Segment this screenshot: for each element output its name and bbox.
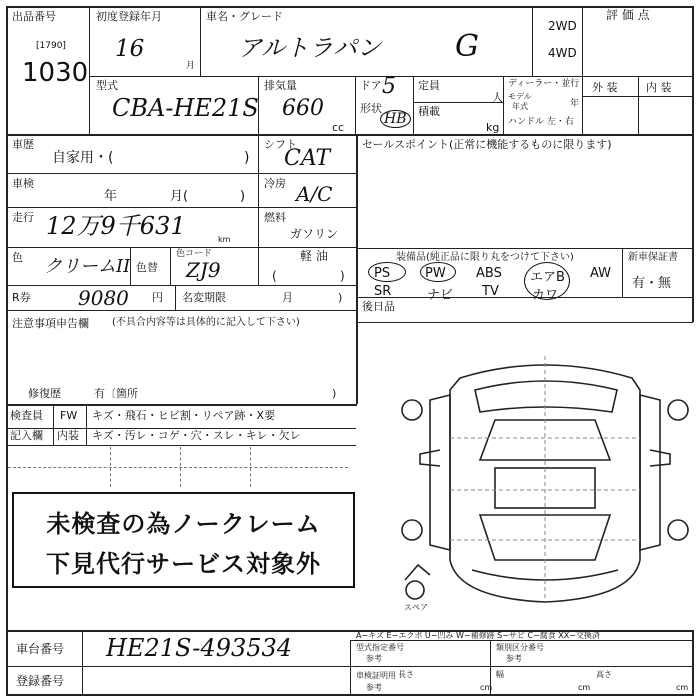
equip-pw[interactable]: PW	[425, 266, 446, 281]
history-close: )	[244, 150, 250, 166]
drive-2wd[interactable]: 2WD	[548, 19, 577, 33]
fuel-paren-close: )	[340, 269, 345, 283]
recycle-label: R券	[12, 291, 31, 304]
stamp-line1: 未検査の為ノークレーム	[46, 510, 321, 538]
lot-label: 出品番号	[12, 10, 56, 23]
inspector-label2: 記入欄	[10, 429, 43, 442]
car-diagram[interactable]	[400, 350, 690, 620]
name-value[interactable]: アルトラパン	[238, 34, 382, 62]
fuel-gas[interactable]: ガソリン	[290, 227, 339, 241]
fuel-diesel[interactable]: 軽 油	[300, 249, 328, 263]
shape-value[interactable]: HB	[380, 110, 411, 128]
interior-insp-label: 内装	[57, 429, 79, 442]
load-label: 積載	[418, 105, 440, 118]
displacement-value[interactable]: 660	[282, 96, 324, 121]
fuel-paren-open: (	[272, 269, 277, 283]
interior-label: 内 装	[646, 81, 672, 94]
repair-label: 修復歴	[28, 387, 61, 400]
capacity-unit: 人	[492, 91, 503, 104]
circle-pw	[420, 262, 456, 282]
name-label: 車名・グレード	[206, 10, 283, 23]
inspector-label1: 検査員	[10, 409, 43, 422]
fw-label: FW	[60, 409, 78, 422]
spare-label: スペア	[404, 603, 428, 612]
reg-year-value[interactable]: 16	[115, 36, 145, 62]
history-label: 車歴	[12, 138, 34, 151]
notes-sub: (不具合内容等は具体的に記入して下さい)	[112, 317, 300, 328]
model-year-label2: 年式	[512, 102, 528, 111]
width-label: 幅	[496, 670, 504, 679]
no-claim-stamp	[12, 492, 355, 588]
notes-label: 注意事項申告欄	[12, 317, 89, 330]
height-unit: cm	[676, 683, 689, 692]
equip-sr[interactable]: SR	[374, 284, 392, 299]
circle-ps	[368, 262, 406, 282]
registration-label: 登録番号	[16, 674, 65, 688]
shift-label: シフト	[264, 138, 297, 151]
model-ref-sub: 参考	[366, 654, 382, 663]
warranty-label: 新車保証書	[628, 252, 678, 263]
equip-aw[interactable]: AW	[590, 266, 612, 281]
cert-label: 車検証明用	[356, 671, 396, 680]
mileage-unit: km	[218, 235, 231, 244]
equip-abs[interactable]: ABS	[476, 266, 502, 281]
model-year-label1: モデル	[508, 92, 532, 101]
lot-number: 1030	[22, 58, 89, 88]
model-year-unit: 年	[570, 99, 580, 109]
fw-text: キズ・飛石・ヒビ割・リペア跡・X要	[92, 409, 276, 422]
equip-label: 装備品(純正品に限り丸をつけて下さい)	[396, 252, 574, 263]
displacement-unit: cc	[332, 121, 345, 134]
drive-4wd[interactable]: 4WD	[548, 46, 577, 60]
load-unit: kg	[486, 121, 500, 134]
inspection-year[interactable]: 年	[104, 189, 118, 204]
damage-legend: A−キズ E−エクボ U−凹み W−補修跡 S−サビ C−腐食 XX−交換済	[356, 631, 600, 640]
equip-leather[interactable]: カワ	[532, 288, 559, 303]
doors-value[interactable]: 5	[382, 74, 396, 99]
interior-insp-text: キズ・汚レ・コゲ・穴・スレ・キレ・欠レ	[92, 429, 301, 442]
equip-ps[interactable]: PS	[374, 266, 391, 281]
width-unit: cm	[578, 683, 591, 692]
reg-month-unit: 月	[186, 61, 196, 71]
repair-value[interactable]: 有〔箇所	[94, 387, 138, 400]
inspection-close: )	[240, 189, 246, 204]
aftermarket-label: 後日品	[362, 300, 395, 313]
reg-year-label: 初度登録年月	[96, 10, 162, 23]
mileage-value[interactable]: 12万9千631	[46, 212, 186, 240]
lot-code: [1790]	[36, 41, 66, 51]
color-label: 色	[12, 251, 23, 264]
exterior-label: 外 装	[592, 81, 618, 94]
ac-label: 冷房	[264, 177, 286, 190]
equip-airbag[interactable]: エアB	[530, 270, 565, 285]
recycle-unit: 円	[152, 291, 163, 304]
height-label: 高さ	[596, 670, 612, 679]
cert-sub: 参考	[366, 683, 382, 692]
model-label: 型式	[96, 79, 118, 92]
recycle-value[interactable]: 9080	[78, 286, 129, 310]
shift-value[interactable]: CAT	[284, 146, 331, 171]
capacity-label: 定員	[418, 79, 440, 92]
name-change-close: )	[338, 291, 343, 304]
shape-label: 形状	[360, 102, 382, 115]
fuel-label: 燃料	[264, 211, 286, 224]
mileage-label: 走行	[12, 211, 34, 224]
color-code-value[interactable]: ZJ9	[186, 258, 221, 282]
color-value[interactable]: クリームII	[44, 256, 131, 277]
equip-navi[interactable]: ナビ	[427, 288, 454, 303]
dealer-label: ディーラー・並行	[508, 79, 580, 89]
color-code-label: 色コード	[176, 249, 213, 259]
equip-tv[interactable]: TV	[482, 284, 499, 299]
warranty-value[interactable]: 有・無	[632, 276, 672, 291]
evaluation-label: 評 価 点	[606, 8, 650, 22]
inspection-month[interactable]: 月(	[170, 189, 189, 204]
history-value[interactable]: 自家用・(	[52, 150, 114, 166]
length-unit: cm	[480, 683, 493, 692]
grade-value[interactable]: G	[455, 29, 479, 64]
ac-value[interactable]: A/C	[296, 182, 333, 206]
name-change-label: 名変期限	[182, 291, 226, 304]
name-change-month[interactable]: 月	[282, 291, 293, 304]
circle-airbag	[524, 262, 570, 300]
chassis-label: 車台番号	[16, 642, 65, 656]
length-label: 長さ	[398, 670, 414, 679]
model-value[interactable]: CBA-HE21S	[112, 94, 259, 122]
color-change-label: 色替	[136, 261, 158, 274]
stamp-line2: 下見代行サービス対象外	[46, 550, 321, 578]
selling-label: セールスポイント(正常に機能するものに限ります)	[362, 138, 612, 151]
class-ref-label: 類別区分番号	[496, 643, 544, 652]
handle-label: ハンドル 左・右	[508, 117, 574, 127]
inspection-label: 車検	[12, 177, 34, 190]
displacement-label: 排気量	[264, 79, 297, 92]
model-ref-label: 型式指定番号	[356, 643, 404, 652]
class-ref-sub: 参考	[506, 654, 522, 663]
repair-close: )	[332, 387, 337, 400]
chassis-value[interactable]: HE21S-493534	[106, 634, 293, 662]
doors-label: ドア	[360, 79, 382, 92]
